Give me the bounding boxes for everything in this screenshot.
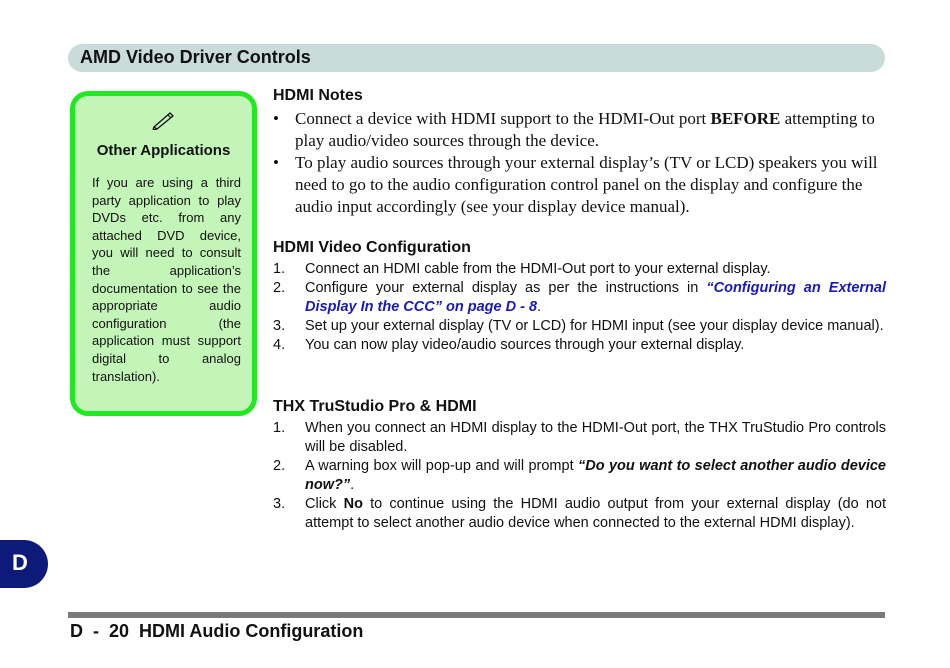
item-text: .: [537, 299, 542, 315]
thx-heading: THX TruStudio Pro & HDMI: [273, 398, 477, 415]
item-text: A warning box will pop-up and will prompt: [305, 458, 578, 474]
list-item: [273, 279, 886, 317]
thx-list: [273, 419, 886, 533]
item-text: You can now play video/audio sources through your external display.: [305, 337, 745, 353]
bullet-mark: •: [273, 109, 279, 128]
item-text: Click: [305, 496, 344, 512]
cross-reference-link[interactable]: “Configuring an External Display In the CCC” on page D - 8: [305, 280, 887, 315]
hdmi-notes-list: [273, 108, 888, 218]
list-item: [273, 260, 886, 279]
item-text: .: [350, 477, 355, 493]
hdmi-video-list: [273, 260, 886, 355]
list-item: [273, 495, 886, 533]
hdmi-notes-heading: HDMI Notes: [273, 87, 363, 104]
item-text: When you connect an HDMI display to the HDMI-Out port, the THX TruStudio Pro controls will be disabled.: [305, 420, 886, 455]
note-emphasis: BEFORE: [710, 109, 781, 128]
chapter-tab-label: D: [12, 550, 28, 575]
note-text: To play audio sources through your external display’s (TV or LCD) speakers you will need to go to the audio configuration control panel on the display and configure the audio input accordingly (see your display device manual).: [295, 153, 878, 216]
no-keyword: No: [343, 496, 363, 512]
list-item: [273, 152, 888, 218]
item-text: to continue using the HDMI audio output from your external display (do not attempt to select another audio device when connected to the external HDMI display).: [305, 496, 886, 531]
prompt-quote: “Do you want to select another audio device now?”: [305, 458, 886, 493]
item-number: 3.: [273, 318, 286, 334]
page-title: AMD Video Driver Controls: [80, 47, 311, 67]
list-item: [273, 457, 886, 495]
item-text: Connect an HDMI cable from the HDMI-Out port to your external display.: [305, 261, 771, 277]
note-title: Other Applications: [96, 142, 231, 159]
list-item: [273, 336, 886, 355]
item-number: 3.: [273, 496, 286, 512]
note-text: Connect a device with HDMI support to the HDMI-Out port: [295, 109, 711, 128]
list-item: [273, 419, 886, 457]
list-item: [273, 108, 888, 152]
footer-page-label: D - 20 HDMI Audio Configuration: [70, 621, 364, 641]
item-number: 1.: [273, 261, 286, 277]
item-number: 4.: [273, 337, 286, 353]
item-number: 1.: [273, 420, 286, 436]
header-bar: [68, 44, 885, 72]
item-text: Configure your external display as per the instructions in: [305, 280, 707, 296]
list-item: [273, 317, 886, 336]
note-box: [70, 91, 257, 416]
hdmi-video-heading: HDMI Video Configuration: [273, 239, 471, 256]
chapter-tab[interactable]: [0, 540, 48, 588]
note-body: If you are using a third party application to play DVDs etc. from any attached DVD device, you will need to consult the application’s documentation to see the appropriate audio configuration (the application must support digital to analog translation).: [92, 175, 241, 384]
footer-rule: [68, 612, 885, 618]
item-number: 2.: [273, 458, 286, 474]
item-number: 2.: [273, 280, 286, 296]
item-text: Set up your external display (TV or LCD) for HDMI input (see your display device manual).: [305, 318, 884, 334]
bullet-mark: •: [273, 153, 279, 172]
note-text: attempting to play audio/video sources through the device.: [295, 109, 875, 150]
pencil-icon: [151, 110, 175, 130]
